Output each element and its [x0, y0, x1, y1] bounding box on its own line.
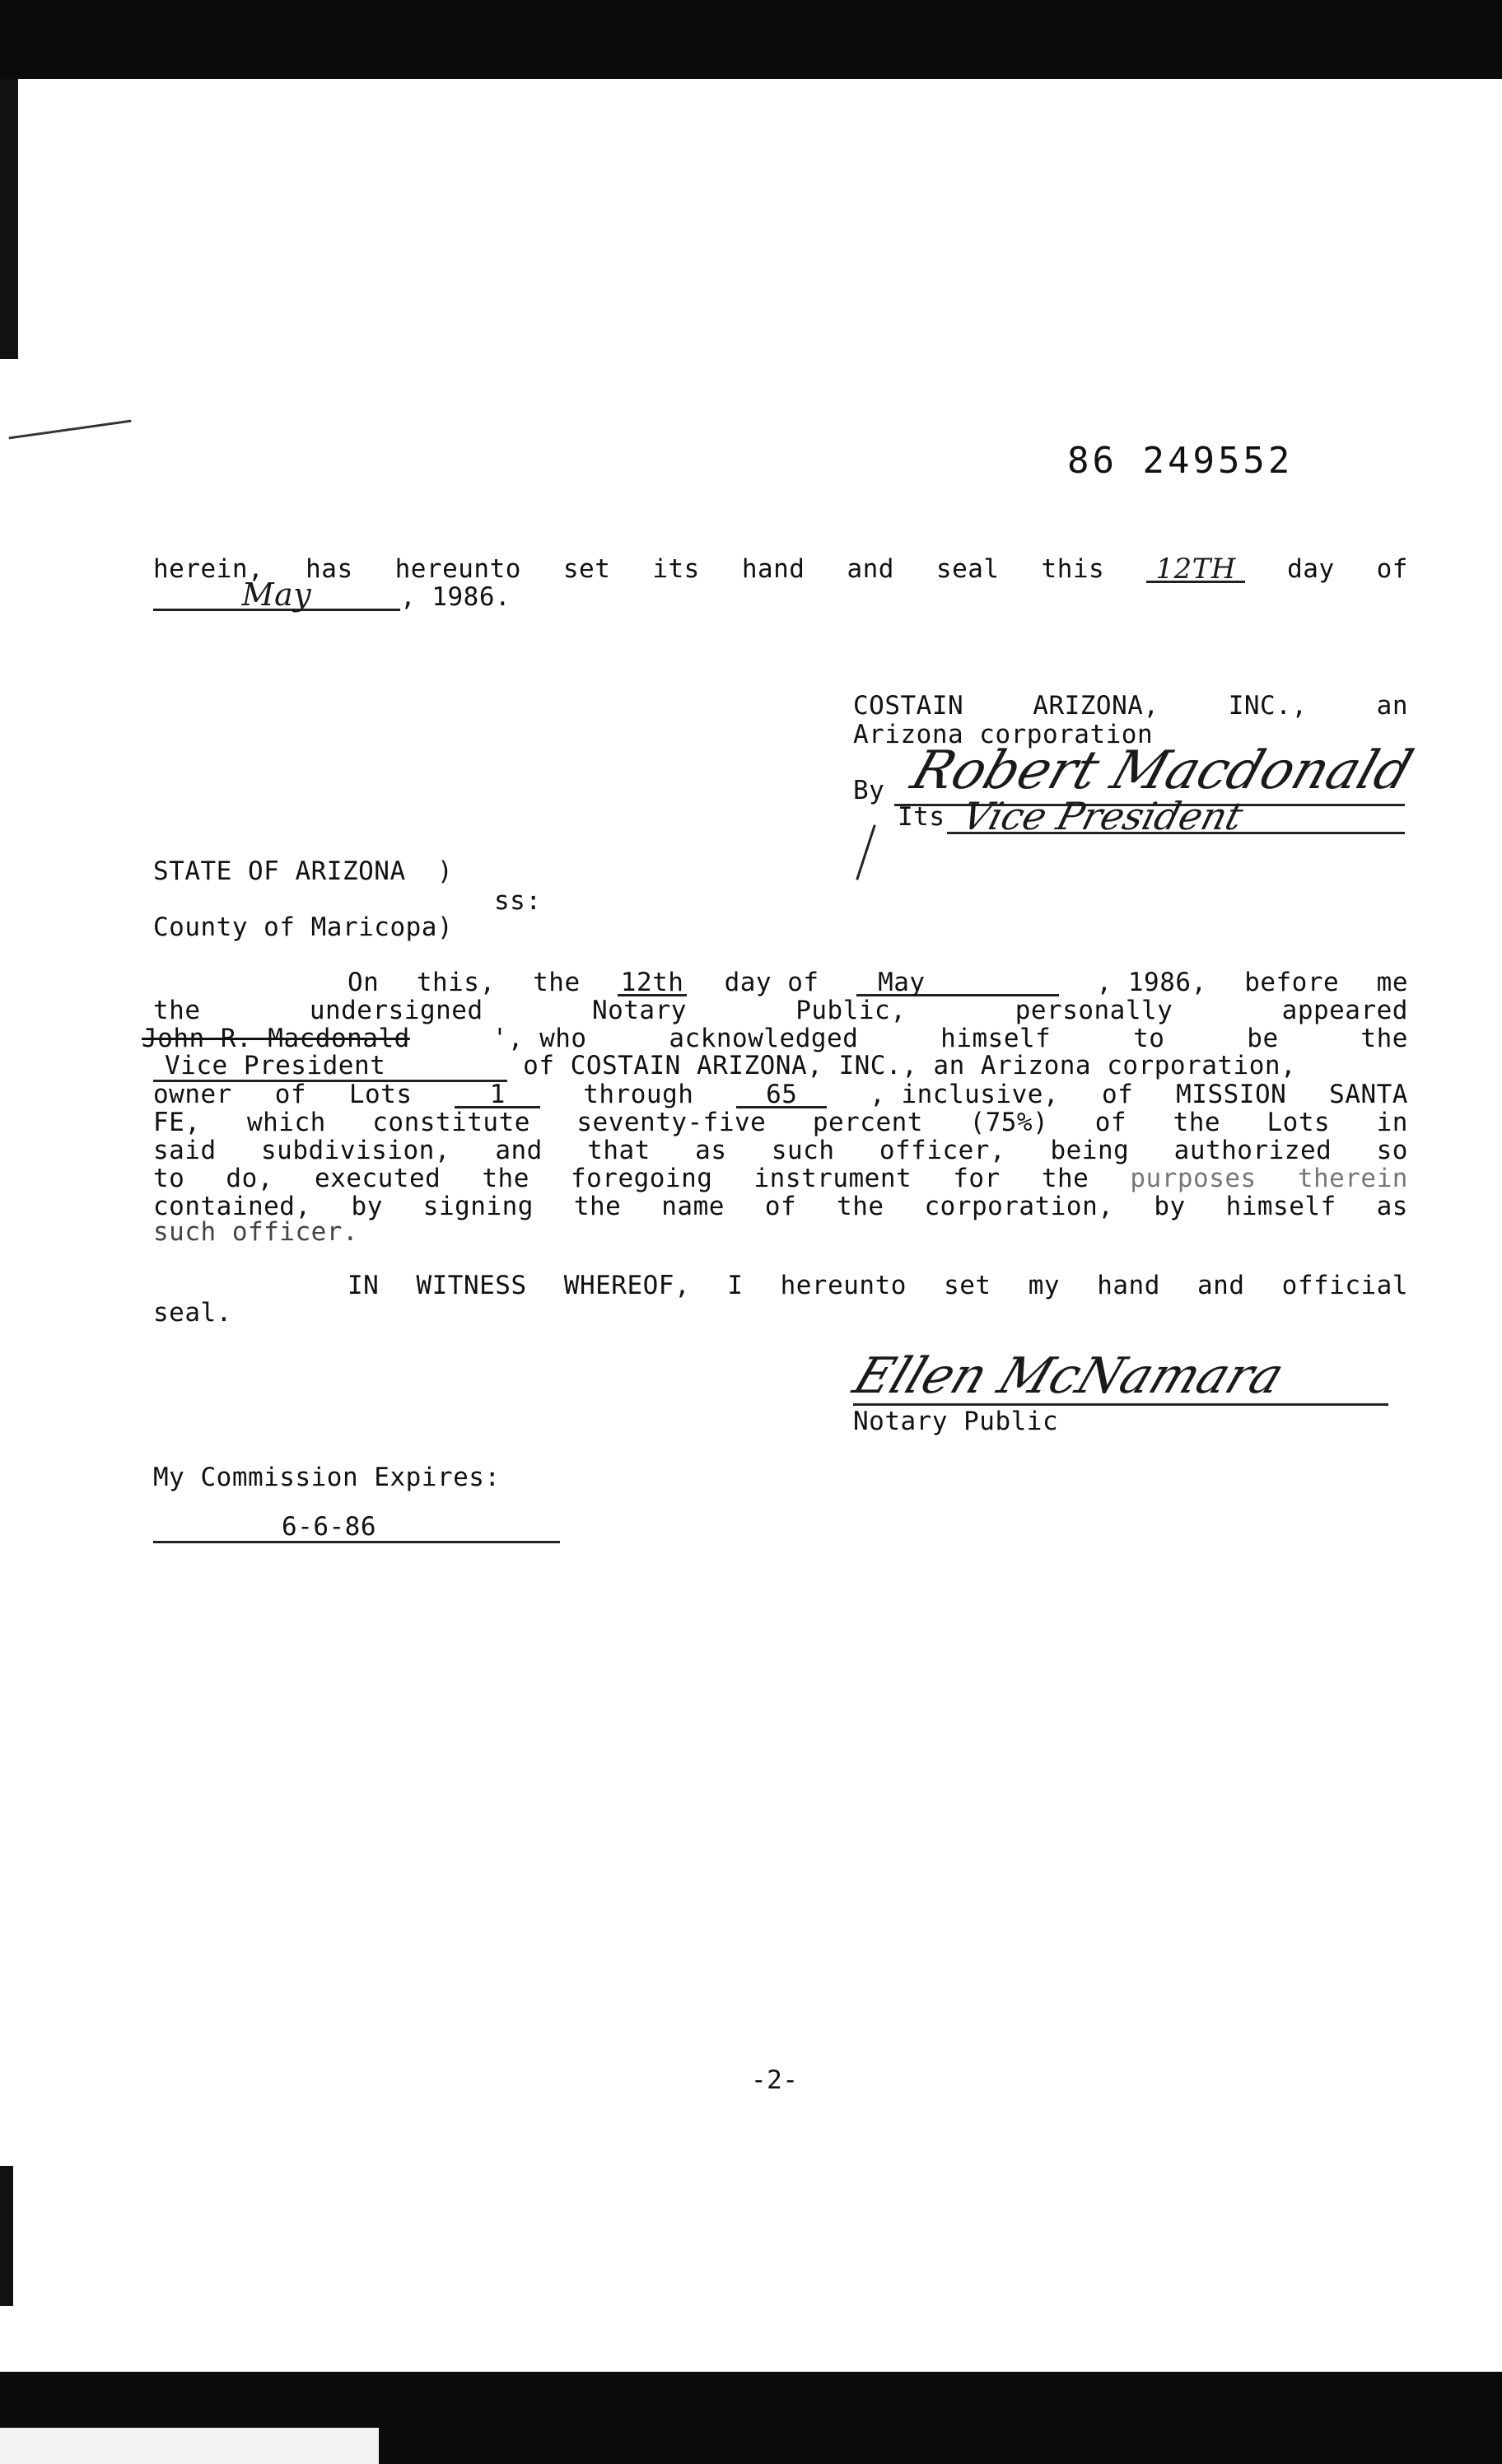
execution-line — [153, 553, 1408, 586]
word: as — [1376, 1192, 1408, 1221]
word: WITNESS — [416, 1271, 527, 1300]
word: official — [1281, 1271, 1408, 1300]
word: set — [944, 1271, 991, 1300]
document-number: 86 249552 — [1067, 440, 1294, 482]
ack-line-2 — [153, 996, 1408, 1024]
word: this, — [416, 968, 496, 997]
corporate-signature: Robert Macdonald — [903, 740, 1420, 801]
word: appeared — [1281, 996, 1408, 1025]
word: corporation, — [924, 1192, 1114, 1221]
scan-edge-mark-bottom — [0, 2166, 13, 2306]
word: as — [695, 1136, 727, 1165]
word: the — [533, 968, 581, 997]
word: and — [847, 554, 894, 584]
word: its — [652, 554, 700, 584]
word: the — [153, 996, 201, 1025]
word: and — [1197, 1271, 1245, 1300]
word: hereunto — [780, 1271, 907, 1300]
notary-label: Notary Public — [853, 1407, 1059, 1436]
word: of — [274, 1080, 307, 1109]
word: himself — [940, 1024, 1052, 1053]
witness-line-1 — [348, 1272, 1408, 1300]
word: name — [661, 1192, 725, 1221]
word: the — [1173, 1108, 1221, 1137]
word: the — [1041, 1164, 1089, 1193]
word: ARIZONA, — [1033, 691, 1159, 721]
word: by — [1154, 1192, 1186, 1221]
notary-signature: Ellen McNamara — [846, 1347, 1292, 1405]
venue-ss: ss: — [494, 886, 542, 916]
word: the — [482, 1164, 529, 1193]
word: Public, — [795, 996, 907, 1025]
execution-day-handwritten: 12TH — [1146, 555, 1245, 583]
ack-line-8 — [153, 1164, 1408, 1192]
word: for — [953, 1164, 1001, 1193]
word: On — [348, 968, 380, 997]
word: FE, — [153, 1108, 201, 1137]
word: has — [306, 554, 353, 584]
ack-month-value: May — [856, 968, 1059, 996]
word: undersigned — [309, 996, 483, 1025]
word: through — [583, 1080, 694, 1109]
signatory-line-1 — [853, 692, 1408, 720]
word: officer, — [879, 1136, 1006, 1165]
word: hereunto — [394, 554, 521, 584]
word: which — [246, 1108, 326, 1137]
ack-name-value: John R. Macdonald — [142, 1024, 410, 1053]
word: of — [764, 1192, 797, 1221]
word: owner — [153, 1080, 232, 1109]
word: constitute — [372, 1108, 530, 1137]
word: and — [495, 1136, 543, 1165]
word: an — [1376, 691, 1408, 721]
word: executed — [314, 1164, 441, 1193]
word: I — [727, 1271, 744, 1300]
word: instrument — [753, 1164, 912, 1193]
word: the — [837, 1192, 884, 1221]
word: SANTA — [1329, 1080, 1408, 1109]
venue-state: STATE OF ARIZONA ) — [153, 856, 454, 886]
word: by — [351, 1192, 383, 1221]
word: such — [771, 1136, 835, 1165]
signature-stroke — [856, 824, 875, 880]
execution-month-line — [153, 576, 511, 613]
word: IN — [348, 1271, 380, 1300]
word: percent — [812, 1108, 923, 1137]
word: day — [1287, 554, 1335, 584]
scan-edge-mark-top — [0, 79, 18, 359]
word: seal — [935, 554, 1000, 584]
ack-line-9 — [153, 1192, 1408, 1220]
word: WHEREOF, — [563, 1271, 691, 1300]
word: that — [587, 1136, 651, 1165]
word: Notary — [591, 996, 687, 1025]
scan-border-top — [0, 0, 1502, 79]
word: to — [1133, 1024, 1165, 1053]
witness-line-2: seal. — [153, 1298, 232, 1328]
word: my — [1028, 1271, 1061, 1300]
signatory-line-2: Arizona corporation — [853, 720, 1154, 749]
word: Lots — [348, 1080, 413, 1109]
word: , inclusive, — [870, 1080, 1060, 1109]
word: himself — [1225, 1192, 1336, 1221]
word: before — [1244, 968, 1340, 997]
its-label: Its — [898, 802, 945, 832]
commission-value: 6-6-86 — [153, 1514, 560, 1543]
page-number: -2- — [751, 2065, 799, 2095]
word: set — [562, 554, 611, 584]
word: of — [1094, 1108, 1127, 1137]
ack-line-5 — [153, 1080, 1408, 1108]
word: , 1986, — [1096, 968, 1207, 997]
ack-lot-from: 1 — [455, 1080, 540, 1108]
word: foregoing — [570, 1164, 713, 1193]
word: INC., — [1228, 691, 1308, 721]
ack-line-1 — [348, 968, 1408, 996]
word: me — [1376, 968, 1408, 997]
ack-title-value: Vice President — [153, 1052, 507, 1082]
word: of — [1376, 554, 1408, 584]
venue-county: County of Maricopa) — [153, 912, 454, 942]
execution-month-handwritten: May — [153, 581, 400, 611]
ack-line-3 — [142, 1024, 1408, 1052]
word: signing — [422, 1192, 534, 1221]
ack-lot-to: 65 — [736, 1080, 827, 1108]
word: of — [1101, 1080, 1134, 1109]
word: the — [573, 1192, 622, 1221]
word: being — [1050, 1136, 1130, 1165]
word: (75%) — [969, 1108, 1049, 1137]
ack-line-10: such officer. — [153, 1217, 359, 1247]
word: subdivision, — [261, 1136, 450, 1165]
word: the — [1360, 1024, 1408, 1053]
execution-year: , 1986. — [400, 582, 511, 612]
word: authorized — [1173, 1136, 1332, 1165]
word: personally — [1015, 996, 1173, 1025]
word: ', who — [492, 1024, 587, 1053]
commission-label: My Commission Expires: — [153, 1463, 501, 1492]
ack-line-4 — [153, 1052, 1296, 1082]
word: seventy-five — [576, 1108, 767, 1137]
word: hand — [1097, 1271, 1160, 1300]
word: be — [1247, 1024, 1279, 1053]
ack-line-6 — [153, 1108, 1408, 1136]
word: purposes — [1130, 1164, 1257, 1193]
word: in — [1376, 1108, 1408, 1137]
word: therein — [1297, 1164, 1408, 1193]
word: contained, — [153, 1192, 311, 1221]
scan-speck — [9, 420, 132, 440]
by-label: By — [853, 776, 885, 805]
scan-border-bottom-patch — [0, 2428, 379, 2464]
word: do, — [226, 1164, 273, 1193]
word: acknowledged — [669, 1024, 859, 1053]
word: Lots — [1266, 1108, 1331, 1137]
word: MISSION — [1176, 1080, 1287, 1109]
ack-line-7 — [153, 1136, 1408, 1164]
word: herein, — [153, 554, 264, 584]
word: said — [153, 1136, 217, 1165]
word: this — [1041, 554, 1105, 584]
notary-signature-line — [853, 1403, 1388, 1406]
word: to — [153, 1164, 185, 1193]
word: so — [1376, 1136, 1408, 1165]
title-handwritten: Vice President — [957, 794, 1248, 838]
ack-line-4-tail: of COSTAIN ARIZONA, INC., an Arizona corporation, — [523, 1051, 1297, 1080]
word: COSTAIN — [853, 691, 964, 721]
ack-day-value: 12th — [618, 968, 687, 996]
word: day of — [724, 968, 819, 997]
word: hand — [741, 554, 805, 584]
